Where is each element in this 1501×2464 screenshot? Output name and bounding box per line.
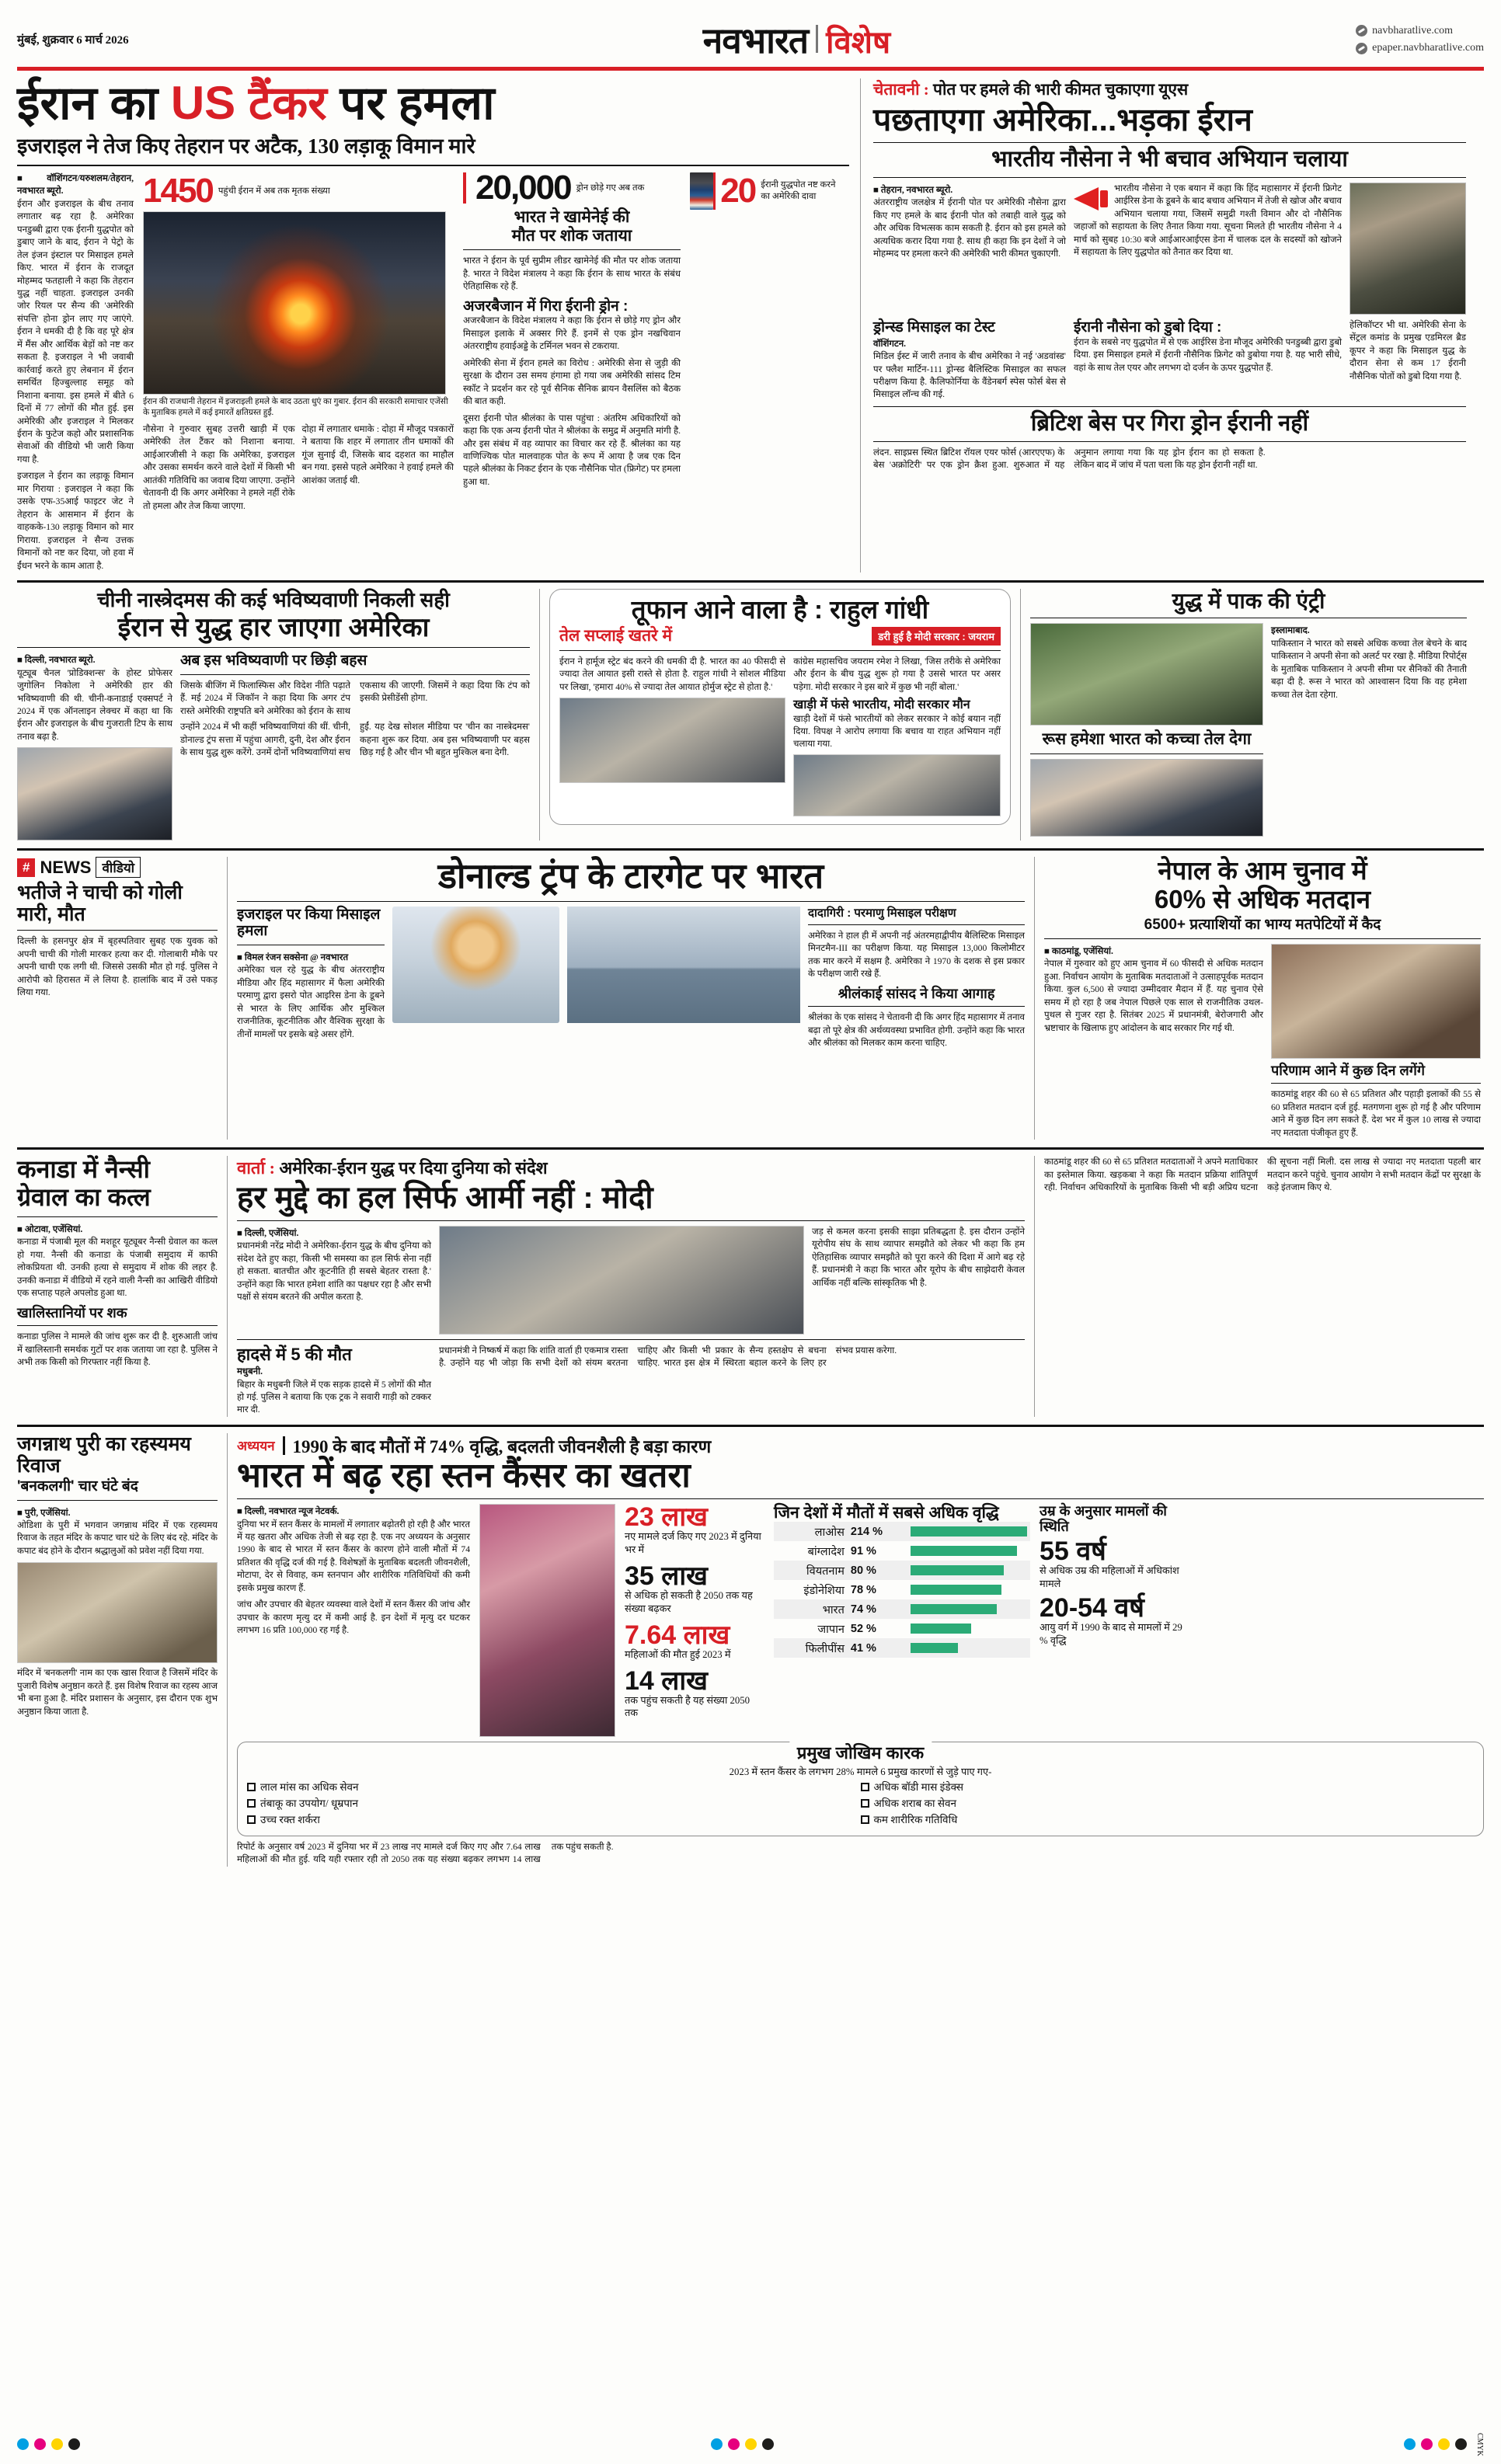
- chart-bar-cell: [907, 1561, 1030, 1580]
- warning-kicker: [873, 78, 1466, 100]
- cancer-story: [227, 1433, 1484, 1867]
- epaper-url: epaper.navbharatlive.com: [1372, 42, 1484, 54]
- modi-story: [227, 1156, 1035, 1417]
- hash-icon: #: [17, 858, 35, 877]
- chart-bar-cell: [907, 1522, 1030, 1541]
- cancer-age-box: [1040, 1504, 1183, 1737]
- modi-photo: [439, 1226, 804, 1335]
- storm-body: कांग्रेस महासचिव जयराम रमेश ने लिखा, 'जिस तरीके से अमेरिका और ईरान के बीच युद्ध शुरू हो गया है उससे भारत पर असर पड़ेगा. मोदी सरकार ने इस बारे में कुछ भी नहीं बोला.': [793, 656, 1001, 692]
- lead-photo-caption: ईरान की राजधानी तेहरान में इजराइली हमले के बाद उठता धुएं का गुबार. ईरान की सरकारी समाचार एजेंसी के मुताबिक हमले में कई इमारतें क्षतिग्रस्त हुईं.: [143, 398, 448, 418]
- lead-columns: [17, 168, 849, 572]
- risk-item: अधिक बॉडी मास इंडेक्स: [861, 1779, 1475, 1795]
- nepal-story: [1035, 857, 1481, 1140]
- stat-drones-label: ड्रोन छोड़े गए अब तक: [576, 183, 645, 193]
- news-label: NEWS: [40, 857, 92, 877]
- chart-bar: [911, 1585, 1001, 1595]
- stat-drones-value: 20,000: [475, 168, 571, 207]
- age-box-v2: 20-54 वर्ष: [1040, 1593, 1144, 1624]
- modi-extra: जड़ से कमल करना इसकी साझा प्रतिबद्धता है. इस दौरान उन्होंने यूरोपीय संघ के साथ व्यापार समझौते को लेकर भी कहा कि हम ऐतिहासिक व्यापार समझौते को पूरा करने की दिशा में आगे बढ़ रहे हैं. प्रधानमंत्री ने कहा कि भारत और यूरोप के बीच साझेदारी केवल आर्थिक नहीं बल्कि सांस्कृतिक भी है.: [812, 1227, 1025, 1288]
- lead-col-d: दूसरा ईरानी पोत श्रीलंका के पास पहुंचा : अंतरिम अधिकारियों को कहा कि एक अन्य ईरानी पोत ने श्रीलंका के समुद्र में अनुमति मांगी है. और इस संबंध में वह व्यापार का विचार कर रहे हैं. श्रीलंका का यह वाणिज्यिक पोत मालवाहक पोत के रूप में आया है जब एक दिन पहले श्रीलंका के निकट ईरान के एक नौसैनिक पोत (फ्रिगेट) पर हमला हुआ था.: [463, 412, 681, 487]
- lead-rule: [17, 165, 849, 166]
- cancer-stat-1-desc: से अधिक हो सकती है 2050 तक यह संख्या बढ़कर: [625, 1589, 753, 1614]
- globe-icon: [1356, 43, 1367, 54]
- cancer-stat-1-value: 35 लाख: [625, 1561, 708, 1591]
- lead-col-a: नौसेना ने गुरुवार सुबह उत्तरी खाड़ी में एक अमेरिकी तेल टैंकर को निशाना बनाया. आईआरजीसी ने कहा कि अमेरिका, इजराइल और उसका समर्थन करने वाले देशों में किसी भी आतंकी गतिविधि का जवाब दिया जाएगा. उन्होंने चेतावनी दी कि अगर अमेरिका ने हमले नहीं रोके तो हमला और तेज किया जाएगा.: [143, 423, 295, 511]
- nepal-extra-column: [1035, 1156, 1481, 1417]
- warning-kicker-red: चेतावनी :: [873, 80, 929, 99]
- cancer-body-3: जांच और उपचार की बेहतर व्यवस्था वाले देशों में स्तन कैंसर की जांच और उपचार के कारण मृत्यु दर में कमी आई है. इन देशों में मृत्यु दर घटकर लगभग 16 प्रति 100,000 रह गई है.: [237, 1599, 470, 1636]
- rahul-photo: [559, 698, 785, 783]
- lead-stats-2: [463, 168, 681, 207]
- missile-test-body: मिडिल ईस्ट में जारी तनाव के बीच अमेरिका ने नई 'अडवांस्ड' पर फ्लैश मार्टिन-111 ड्रोन्स्ड बैलिस्टिक मिसाइल का सफल परीक्षण किया है. कैलिफोर्निया के वैंडेनबर्ग स्पेस फोर्स बेस से मिसाइल लॉन्च की गई.: [873, 351, 1066, 400]
- chart-value: 74 %: [850, 1603, 876, 1616]
- risk-item: उच्च रक्त शर्करा: [247, 1811, 861, 1828]
- chart-category: फिलीपींस: [805, 1642, 845, 1655]
- checkbox-icon: [861, 1783, 869, 1791]
- masthead: [17, 0, 1484, 62]
- risk-intro: 2023 में स्तन कैंसर के लगभग 28% मामले 6 प्रमुख कारणों से जुड़े पाए गए-: [729, 1766, 992, 1778]
- drone-head: अजरबैजान में गिरा ईरानी ड्रोन :: [463, 298, 629, 315]
- canada-sub-body: कनाडा पुलिस ने मामले की जांच शुरू कर दी है. शुरुआती जांच में खालिस्तानी समर्थक गुटों पर शक जताया जा रहा है. पुलिस ने अभी तक किसी को गिरफ्तार नहीं किया है.: [17, 1331, 218, 1367]
- accident-body: बिहार के मधुबनी जिले में एक सड़क हादसे में 5 लोगों की मौत हो गई. पुलिस ने बताया कि एक ट्रक ने सवारी गाड़ी को टक्कर मार दी.: [237, 1379, 431, 1415]
- lead-col-right: [463, 168, 681, 572]
- masthead-title: नवभारत: [702, 20, 809, 61]
- chart-value: 78 %: [850, 1583, 876, 1596]
- minister-photo: [793, 754, 1001, 816]
- canada-headline-2: ग्रेवाल का कत्ल: [17, 1183, 151, 1212]
- cancer-dateline: ■ दिल्ली, नवभारत न्यूज नेटवर्क.: [237, 1506, 340, 1517]
- age-box-d1: से अधिक उम्र की महिलाओं में अधिकांश मामले: [1040, 1564, 1179, 1589]
- chart-value: 80 %: [850, 1564, 876, 1577]
- age-box-d2: आयु वर्ग में 1990 के बाद से मामलों में 29 % वृद्धि: [1040, 1622, 1182, 1647]
- masthead-logo: [703, 16, 890, 64]
- cancer-stats: [625, 1504, 764, 1737]
- lead-col-b: दोहा में लगातार धमाके : दोहा में मौजूद पत्रकारों ने बताया कि शहर में लगातार तीन धमाकों की गूंज सुनाई दी, जिसके बाद दहशत का माहौल बन गया. इससे पहले अमेरिका ने हवाई हमले की आशंका जताई थी.: [301, 423, 454, 485]
- chart-bar: [911, 1643, 958, 1653]
- warning-kicker-rest: पोत पर हमले की भारी कीमत चुकाएगा यूएस: [928, 80, 1189, 99]
- footer: [17, 2433, 1484, 2456]
- band-two: [17, 580, 1484, 840]
- website-url: navbharatlive.com: [1372, 24, 1453, 37]
- missile-test-dateline: वॉशिंगटन.: [873, 338, 907, 349]
- chart-value: 91 %: [850, 1544, 876, 1557]
- temple-dateline: ■ पुरी, एजेंसियां.: [17, 1507, 71, 1518]
- chart-row: [774, 1619, 1030, 1638]
- storm-badge: डरी हुई है मोदी सरकार : जयराम: [872, 627, 1001, 646]
- cmyk-mark: CMYK: [1475, 2432, 1484, 2456]
- video-label: वीडियो: [96, 857, 141, 878]
- lead-headline-highlight: US टैंकर: [170, 77, 327, 129]
- storm-headline: तूफान आने वाला है : राहुल गांधी: [631, 594, 929, 624]
- pak-headline: युद्ध में पाक की एंट्री: [1172, 588, 1325, 613]
- accident-dateline: मधुबनी.: [237, 1366, 263, 1377]
- cancer-text-col: [237, 1504, 470, 1737]
- nostradamus-story: [17, 589, 539, 840]
- storm-body-2: ईरान ने हार्मूज स्ट्रेट बंद करने की धमकी दी है. भारत का 40 फीसदी से ज्यादा तेल आयात इसी रास्ते से होता है. राहुल गांधी ने सोशल मीडिया पर लिखा, 'हमारा 40% से ज्यादा तेल आयात होर्मुज स्ट्रेट से होता है.': [559, 656, 786, 692]
- british-base-head: ब्रिटिश बेस पर गिरा ड्रोन ईरानी नहीं: [873, 406, 1466, 437]
- masthead-divider: [816, 25, 818, 53]
- risk-item: कम शारीरिक गतिविधि: [861, 1811, 1475, 1828]
- navy-headline: भारतीय नौसेना ने भी बचाव अभियान चलाया: [991, 147, 1348, 172]
- risk-title: प्रमुख जोखिम कारक: [789, 1741, 932, 1764]
- lead-headline-a: ईरान का: [17, 77, 171, 129]
- risk-items: [247, 1779, 1474, 1828]
- warning-body: अंतरराष्ट्रीय जलक्षेत्र में ईरानी पोत पर अमेरिकी नौसेना द्वारा किए गए हमले के बाद ईरानी पोत को तबाही वाले युद्ध को और अधिक विभत्सक काम सकती है. ईरान को इस हमले को अत्यधिक करार दिया गया है. साथ ही कहा कि इन देशों ने जो मोहम्मद पर हमला करने की अमेरिकी भारी कीमत चुकाएगी.: [873, 197, 1066, 259]
- trump-mid-body: अमेरिका ने हाल ही में अपनी नई अंतरमहाद्वीपीय बैलिस्टिक मिसाइल मिनटमैन-III का परीक्षण किया. यह मिसाइल 13,000 किलोमीटर तक मार करने में सक्षम है. अमेरिका ने 1970 के दशक से इस प्रकार के परीक्षण जारी रखे हैं.: [808, 930, 1025, 980]
- lead-band: [17, 78, 1484, 572]
- navy-subsection: [873, 319, 1466, 402]
- chart-bar-cell: [907, 1619, 1030, 1638]
- nostradamus-kicker: चीनी नास्त्रेदमस की कई भविष्यवाणी निकली सही: [97, 587, 450, 611]
- navy-portrait: [1350, 183, 1466, 315]
- stat-warships: [716, 171, 845, 210]
- band-four: [17, 1147, 1484, 1417]
- chart-bar: [911, 1624, 971, 1634]
- nepal-body: नेपाल में गुरुवार को हुए आम चुनाव में 60 फीसदी से अधिक मतदान हुआ. निर्वाचन आयोग के मुताबिक मतदाताओं ने उत्साहपूर्वक मतदान किया. कुल 6,500 से ज्यादा उम्मीदवार मैदान में हैं. यह चुनाव ऐसे समय में हो रहा है जब नेपाल पिछले एक साल से राजनीतिक उथल-पुथल से गुजर रहा है. सितंबर 2025 में प्रधानमंत्री, बेरोजगारी और भ्रष्टाचार के खिलाफ हुए आंदोलन के बाद सरकार गिर गई थी.: [1044, 959, 1263, 1033]
- cancer-kicker: 1990 के बाद मौतों में 74% वृद्धि, बदलती जीवनशैली है बड़ा कारण: [292, 1436, 712, 1456]
- chart-value: 52 %: [850, 1622, 876, 1635]
- pak-photo: [1030, 623, 1263, 726]
- chart-value: 214 %: [850, 1525, 883, 1538]
- lead-subhead: इजराइल ने तेज किए तेहरान पर अटैक, 130 लड़ाकू विमान मारे: [17, 134, 475, 158]
- warning-story: [860, 78, 1466, 572]
- pak-dateline: इस्लामाबाद.: [1271, 625, 1310, 636]
- risk-item: तंबाकू का उपयोग/ धूम्रपान: [247, 1795, 861, 1811]
- modi-headline: हर मुद्दे का हल सिर्फ आर्मी नहीं : मोदी: [237, 1181, 653, 1216]
- chart-category: लाओस: [814, 1526, 845, 1539]
- khamenei-head: भारत ने खामेनेई की मौत पर शोक जताया: [511, 208, 632, 245]
- lead-body-2: इजराइल ने ईरान का लड़ाकू विमान मार गिराया : इजराइल ने कहा कि उसके एफ-35आई फाइटर जेट ने तेहरान के आसमान में ईरान के वाहकके-130 लड़ाकू विमान को मार गिराया. इजराइल ने सैन्य उत्तक विमानों को नष्ट कर दिया, जो हवा में ईंधन भरने के काम आता है.: [17, 471, 134, 571]
- temple-headline: जगन्नाथ पुरी का रहस्यमय रिवाज: [17, 1432, 191, 1477]
- chart-bar: [911, 1546, 1017, 1556]
- pak-story: [1021, 589, 1467, 840]
- chart-row: [774, 1580, 1030, 1599]
- crime-headline: भतीजे ने चाची को गोली मारी, मौत: [17, 882, 183, 926]
- chart-category: बांग्लादेश: [807, 1545, 845, 1558]
- missile-test-head: ड्रोन्स्ड मिसाइल का टेस्ट: [873, 318, 995, 336]
- checkbox-icon: [861, 1815, 869, 1824]
- crime-body: दिल्ली के हसनपुर क्षेत्र में बृहस्पतिवार सुबह एक युवक को अपनी चाची की गोली मारकर हत्या कर दी. गोलाबारी मौके पर अपनी चाची एक लगी थी. जिससे उसकी मौत हो गई. पुलिस ने आरोपी को हिरासत में ले लिया है. हालांकि बाद में उसे पकड़ लिया गया.: [17, 936, 218, 998]
- canada-sub-head: खालिस्तानियों पर शक: [17, 1304, 127, 1321]
- lead-headline: [17, 78, 849, 128]
- stat-deaths-label: पहुंची ईरान में अब तक मृतक संख्या: [218, 186, 330, 196]
- lead-figure: [143, 172, 454, 572]
- navy-extra: हेलिकॉप्टर भी था. अमेरिकी सेना के सेंट्रल कमांड के प्रमुख एडमिरल ब्रैड कूपर ने कहा कि मिसाइल युद्ध के दौरान सेना से कम 17 ईरानी नौसैनिक पोतों को डुबो दिया गया है.: [1350, 319, 1466, 381]
- lead-stats-3: [690, 172, 845, 210]
- khadi-body: खाड़ी देशों में फंसे भारतीयों को लेकर सरकार ने कोई बयान नहीं दिया. विपक्ष ने आरोप लगाया कि बचाव या राहत अभियान नहीं चलाया गया.: [793, 713, 1001, 750]
- temple-body-2: मंदिर में 'बनकलगी' नाम का एक खास रिवाज है जिसमें मंदिर के पुजारी विशेष अनुष्ठान करते हैं. इस विशेष रिवाज का रहस्य आज भी बना हुआ है. मंदिर प्रशासन के अनुसार, इस दौरान एक शुभ अनुष्ठान किया जाता है.: [17, 1668, 218, 1717]
- age-box-v1: 55 वर्ष: [1040, 1536, 1106, 1566]
- band-three: [17, 848, 1484, 1140]
- color-dots-left: [17, 2438, 80, 2450]
- canada-dateline: ■ ओटावा, एजेंसियां.: [17, 1223, 83, 1234]
- checkbox-icon: [247, 1799, 256, 1808]
- cancer-stat-0-value: 23 लाख: [625, 1502, 708, 1533]
- risk-item: लाल मांस का अधिक सेवन: [247, 1779, 861, 1795]
- epaper-link[interactable]: [1356, 40, 1484, 57]
- trump-illustration: [392, 907, 559, 1023]
- chart-value: 41 %: [850, 1641, 876, 1655]
- cancer-body-2: रिपोर्ट के अनुसार वर्ष 2023 में दुनिया भर में 23 लाख नए मामले दर्ज किए गए और 7.64 लाख महिलाओं की मौत हुई. यदि यही रफ्तार रही तो 2050 तक यह संख्या बढ़कर लगभग 14 लाख तक पहुंच सकती है.: [237, 1841, 614, 1865]
- khamenei-body: भारत ने ईरान के पूर्व सुप्रीम लीडर खामेनेई की मौत पर शोक जताया है. भारत ने विदेश मंत्रालय ने कहा कि ईरान के साथ भारत के संबंध ऐतिहासिक रहे हैं.: [463, 256, 681, 292]
- chart-row: [774, 1638, 1030, 1658]
- nostradamus-sub-body: जिसके बीजिंग में फिलास्फिस और विदेश नीति पढ़ाते हैं. मई 2024 में जिकॉन ने कहा दिया कि अगर टंप रास्ते अमेरिकी राष्ट्रपति बने अमेरिका को ईरान के साथ एकसाथ की जाएगी. जिसमें ने कहा दिया कि टंप को इसकी प्रेसीडेंसी होगा.: [180, 680, 530, 716]
- checkbox-icon: [247, 1783, 256, 1791]
- trump-left-head: इजराइल पर किया मिसाइल हमला: [237, 906, 381, 940]
- date-line: मुंबई, शुक्रवार 6 मार्च 2026: [17, 34, 129, 47]
- british-base-body: लंदन. साइप्रस स्थित ब्रिटिश रॉयल एयर फोर्स (आरएएफ) के बेस 'अक्रोटिरी' पर एक ड्रोन क्रैश हुआ. शुरुआत में यह अनुमान लगाया गया कि यह ड्रोन ईरान का हो सकता है. लेकिन बाद में जांच में पता चला कि यह ड्रोन ईरानी नहीं था.: [873, 447, 1266, 471]
- chart-bar-cell: [907, 1541, 1030, 1561]
- chart-row: [774, 1541, 1030, 1561]
- modi-continued: प्रधानमंत्री ने निष्कर्ष में कहा कि शांति वार्ता ही एकमात्र रास्ता है. उन्होंने यह भी जोड़ा कि सभी देशों को संयम बरतना चाहिए और किसी भी प्रकार के सैन्य हस्तक्षेप से बचना चाहिए. भारत इस क्षेत्र में स्थिरता बहाल करने के लिए हर संभव प्रयास करेगा.: [439, 1345, 897, 1369]
- band-five: [17, 1425, 1484, 1867]
- nepal-photo: [1271, 944, 1481, 1059]
- russia-photo: [1030, 759, 1263, 837]
- crime-story: [17, 857, 227, 1140]
- trump-left-body: अमेरिका चल रहे युद्ध के बीच अंतरराष्ट्रीय मीडिया और हिंद महासागर में फैला अमेरिकी परमाणु द्वारा इसरो पोत आइरिस डेना के डूबने से भारत के लिए आर्थिक और मुश्किल राजनीतिक, कूटनीतिक और वैश्विक सुरक्षा के तीनों मामलों पर इसके बड़े असर होंगे.: [237, 965, 385, 1039]
- nostradamus-body: यूट्यूब चैनल 'प्रोडिक्शन्स' के होस्ट प्रोफेसर जुगोलिन निकोला ने अमेरिकी हार की भविष्यवाणी की थी. चीनी-कनाडाई एक्सपर्ट ने 2024 में एक ऑनलाइन लेक्चर में कहा था कि ईरान और इजराइल के बीच गुजराती टिप के साथ तनाव बढ़ा है.: [17, 667, 172, 742]
- khadi-head: खाड़ी में फंसे भारतीय, मोदी सरकार मौन: [793, 698, 970, 712]
- checkbox-icon: [247, 1815, 256, 1824]
- nepal-headline-2: 60% से अधिक मतदान: [1154, 885, 1371, 914]
- navy-block: [873, 183, 1466, 315]
- lead-stats: [143, 171, 454, 210]
- cancer-stat-2-value: 7.64 लाख: [625, 1620, 730, 1650]
- modi-kicker: [237, 1156, 1025, 1179]
- cancer-photo-col: [479, 1504, 615, 1737]
- lead-dateline: ■ वॉशिंगटन/यरुशलम/तेहरान, नवभारत ब्यूरो.: [17, 172, 134, 197]
- navy-sub1-body: ईरान के सबसे नए युद्धपोत में से एक आईरिस डेना मौजूद अमेरिकी पनडुब्बी द्वारा डुबो दिया. इस मिसाइल हमले में ईरानी नौसैनिक फ्रिगेट को डुबोया गया है. यह भारी सीधे, वहां के साथ तेल एयर और लगभग दो दर्जन के ऊपर युद्धपोत हैं.: [1073, 336, 1342, 373]
- trump-mid-kicker: दादागिरी : परमाणु मिसाइल परीक्षण: [808, 906, 956, 920]
- lead-story: [17, 78, 860, 572]
- chart-category: वियतनाम: [806, 1564, 845, 1578]
- temple-photo: [17, 1562, 218, 1663]
- srilanka-head: श्रीलंकाई सांसद ने किया आगाह: [838, 985, 995, 1001]
- masthead-rule: [17, 67, 1484, 71]
- stat-drones: [466, 168, 653, 207]
- canada-headline-1: कनाडा में नैन्सी: [17, 1155, 150, 1184]
- risk-factor-box: [237, 1742, 1484, 1836]
- cancer-stat-3-desc: तक पहुंच सकती है यह संख्या 2050 तक: [625, 1694, 750, 1719]
- lead-headline-b: पर हमला: [326, 77, 495, 129]
- color-dots-right: [1404, 2433, 1484, 2456]
- color-dots-mid: [711, 2438, 774, 2450]
- trump-story: [227, 857, 1035, 1140]
- nepal-result-head: परिणाम आने में कुछ दिन लगेंगे: [1271, 1062, 1425, 1078]
- cancer-body: दुनिया भर में स्तन कैंसर के मामलों में लगातार बढ़ोतरी हो रही है और भारत में यह खतरा और अधिक तेजी से बढ़ रहा है. एक नए अध्ययन के अनुसार 1990 के बाद से भारत में स्तन कैंसर के कारण होने वाली मौतों में 74 प्रतिशत की वृद्धि दर्ज की गई है. विशेषज्ञों के मुताबिक बदलती जीवनशैली, मोटापा, देर से विवाह, कम स्तनपान और शारीरिक गतिविधियों की कमी इसके प्रमुख कारण हैं.: [237, 1519, 470, 1593]
- storm-subhead: तेल सप्लाई खतरे में: [559, 626, 673, 645]
- lead-photo: [143, 211, 446, 395]
- nostradamus-photo: [17, 747, 172, 840]
- chart-bar-cell: [907, 1580, 1030, 1599]
- chart-bar: [911, 1604, 997, 1614]
- chart-category: भारत: [822, 1603, 845, 1617]
- age-box-title: उम्र के अनुसार मामलों की स्थिति: [1040, 1503, 1167, 1534]
- warning-headline: पछताएगा अमेरिका...भड़का ईरान: [873, 102, 1252, 137]
- modi-body: प्रधानमंत्री नरेंद्र मोदी ने अमेरिका-ईरान युद्ध के बीच दुनिया को संदेश देते हुए कहा, 'किसी भी समस्या का हल सिर्फ सेना नहीं हो सकता. बातचीत और कूटनीति ही सबसे बेहतर रास्ता है.' उन्होंने कहा कि भारत हमेशा शांति का पक्षधर रहा है और सभी पक्षों से संयम बरतने की अपील करता है.: [237, 1241, 431, 1303]
- cancer-stat-2-desc: महिलाओं की मौत हुई 2023 में: [625, 1648, 731, 1660]
- chart-row: [774, 1599, 1030, 1619]
- accident-head: हादसे में 5 की मौत: [237, 1345, 352, 1364]
- chart-bar-cell: [907, 1638, 1030, 1658]
- nepal-subhead: 6500+ प्रत्याशियों का भाग्य मतपेटियों में कैद: [1144, 917, 1381, 934]
- trump-left-dateline: ■ विमल रंजन सक्सेना @ नवभारत: [237, 952, 349, 963]
- globe-icon: [1356, 25, 1367, 37]
- website-link[interactable]: [1356, 23, 1484, 40]
- canada-story: [17, 1156, 227, 1417]
- drone-body: अजरबैजान के विदेश मंत्रालय ने कहा कि ईरान से छोड़े गए ड्रोन और मिसाइल इलाके में अक्सर गिरे हैं. इनमें से एक ड्रोन नखचिवान अंतरराष्ट्रीय हवाईअड्डे के टर्मिनल भवन से टकराया.: [463, 315, 681, 352]
- lead-col-text: [17, 172, 134, 572]
- navy-sub1-head: ईरानी नौसेना को डुबो दिया :: [1073, 318, 1222, 336]
- cancer-chart: [774, 1504, 1030, 1737]
- chart-row: [774, 1522, 1030, 1541]
- temple-subhead: 'बनकलगी' चार घंटे बंद: [17, 1477, 138, 1495]
- trump-headline: डोनाल्ड ट्रंप के टारगेट पर भारत: [437, 856, 824, 896]
- nepal-dateline: ■ काठमांडू, एजेंसियां.: [1044, 945, 1113, 956]
- nostradamus-headline: ईरान से युद्ध हार जाएगा अमेरिका: [117, 613, 430, 643]
- masthead-links: [1356, 23, 1484, 57]
- cancer-stat-3-value: 14 लाख: [625, 1665, 708, 1696]
- pak-subhead: रूस हमेशा भारत को कच्चा तेल देगा: [1042, 730, 1252, 749]
- temple-story: [17, 1433, 227, 1867]
- modi-kicker-rest: अमेरिका-ईरान युद्ध पर दिया दुनिया को संदेश: [275, 1158, 548, 1178]
- chart-bar: [911, 1565, 1004, 1575]
- news-video-tag[interactable]: [17, 857, 141, 878]
- canada-body: कनाडा में पंजाबी मूल की मशहूर यूट्यूबर नैन्सी ग्रेवाल का कत्ल हो गया. नैन्सी की कनाडा के पंजाबी समुदाय में काफी लोकप्रियता थी. उनकी हत्या से समुदाय में शोक की लहर है. उनकी कनाडा में वीडियो में रहने वाली नैन्सी का आखिरी वीडियो एक सप्ताह पहले अपलोड हुआ था.: [17, 1237, 218, 1299]
- risk-item: अधिक शराब का सेवन: [861, 1795, 1475, 1811]
- study-tag: अध्ययन: [237, 1439, 275, 1454]
- warning-dateline: ■ तेहरान, नवभारत ब्यूरो.: [873, 184, 953, 195]
- stat-deaths-value: 1450: [143, 171, 213, 210]
- cancer-stat-0-desc: नए मामले दर्ज किए गए 2023 में दुनिया भर में: [625, 1531, 761, 1555]
- chart-row: [774, 1561, 1030, 1580]
- cancer-photo: [479, 1504, 615, 1737]
- megaphone-icon: [1074, 186, 1108, 212]
- nepal-extra-text: काठमांडू शहर की 60 से 65 प्रतिशत मतदाताओं ने अपने मताधिकार का इस्तेमाल किया. खड़कबा ने कहा कि मतदान प्रक्रिया शांतिपूर्ण रही. निर्वाचन अधिकारियों के मुताबिक किसी भी बड़ी अप्रिय घटना की सूचना नहीं मिली. दस लाख से ज्यादा नए मतदाता पहली बार मतदान करने पहुंचे. चुनाव आयोग ने सभी मतदान केंद्रों पर सुरक्षा के कड़े इंतजाम किए थे.: [1044, 1157, 1481, 1193]
- warship-illustration: [567, 907, 800, 1023]
- chart-table: [774, 1522, 1030, 1658]
- nostradamus-extra: उन्होंने 2024 में भी कहीं भविष्यवाणियां की थीं. चीनी, डोनाल्ड ट्रंप सत्ता में पहुंचा आगरी, दुनी, देश और ईरान के साथ युद्ध शुरू करेंगे. उनमें दोनों भविष्यवाणियां सच हुईं. यह देख सोशल मीडिया पर 'चीन का नास्त्रेदमस' कहना शुरू कर दिया. अब इस भविष्यवाणी पर बहस छिड़ गई है और चीन भी बहुत मुश्किल बना देगी.: [180, 722, 530, 758]
- checkbox-icon: [861, 1799, 869, 1808]
- chart-title: जिन देशों में मौतों में सबसे अधिक वृद्धि: [774, 1504, 999, 1523]
- nepal-result-body: काठमांडू शहर की 60 से 65 प्रतिशत और पहाड़ी इलाकों की 55 से 60 प्रतिशत मतदान दर्ज हुई. मतगणना शुरू हो गई है और परिणाम आने में कुछ दिन लग सकते हैं. देश भर में कुल 10 लाख से ज्यादा नए मतदाता पंजीकृत हुए हैं.: [1271, 1089, 1481, 1138]
- nostradamus-sub-head: अब इस भविष्यवाणी पर छिड़ी बहस: [180, 653, 367, 670]
- cancer-headline: भारत में बढ़ रहा स्तन कैंसर का खतरा: [237, 1456, 691, 1495]
- masthead-subtitle: विशेष: [826, 26, 891, 60]
- pak-body: पाकिस्तान ने भारत को सबसे अधिक कच्चा तेल बेचने के बाद पाकिस्तान ने अपनी सेना को अलर्ट पर रखा है. मीडिया रिपोर्ट्स के मुताबिक पाकिस्तान ने अपनी सीमा पर सैनिकों की तैनाती बढ़ा दी है. रूस ने भारत को आश्वासन दिया कि वह हमेशा कच्चा तेल देता रहेगा.: [1271, 638, 1467, 700]
- stat-warships-value: 20: [720, 171, 756, 210]
- lead-col-c: अमेरिकी सेना में ईरान हमले का विरोध : अमेरिकी सेना से जुड़ी की सुरक्षा के दौरान उस समय हंगामा हो गया जब अमेरिकी सांसद टिम स्कॉट ने प्रदर्शन कर रहे पूर्व सैनिक सैनिक ब्रायन वैसलिंस को बैठक की बात कही.: [463, 357, 681, 407]
- chart-category: जापान: [817, 1623, 845, 1636]
- nepal-headline-1: नेपाल के आम चुनाव में: [1158, 856, 1367, 886]
- navy-body: भारतीय नौसेना ने एक बयान में कहा कि हिंद महासागर में ईरानी फ्रिगेट आईरिस डेना के डूबने के बाद बचाव अभियान में तेजी से खोज और बचाव अभियान चलाया गया, जिसमें समुद्री गश्ती विमान और दो नौसैनिक जहाजों को सहायता के लिए तैनात किया गया. सूचना मिलते ही भारतीय नौसेना ने 4 मार्च को सुबह 10:30 बजे आईआरआईएस डेना में चालक दल के सदस्यों को खोजने में सहायता के लिए युद्धपोत को तैनात कर दिया था.: [1073, 183, 1342, 258]
- temple-body: ओडिशा के पुरी में भगवान जगन्नाथ मंदिर में एक रहस्यमय रिवाज के तहत मंदिर के कपाट चार घंटे के लिए बंद रहे. मंदिर के कपाट बंद होने के दौरान श्रद्धालुओं को प्रवेश नहीं दिया गया.: [17, 1520, 218, 1556]
- lead-col-far: [690, 172, 845, 572]
- lead-body-1: ईरान और इजराइल के बीच तनाव लगातार बढ़ रहा है. अमेरिका पनडुब्बी द्वारा एक ईरानी युद्धपोत को डुबाए जाने के बाद, ईरान ने पेट्रो के तेल इंजन इंस्टाल पर मिसाइल हमले किए. भारत में ईरान के राजदूत मोहम्मद फतहाली ने कहा कि तेहरान युद्ध नहीं चाहता. इजराइल उनकी जोर रियल पर सैन्य की 'अमेरिकी संपत्ति' होना ड्रोन लाए गए जाएंगे. ईरान ने धमकी दी है कि वह पूरे क्षेत्र में मैंस और आर्थिक बेड़ों को नष्ट कर सकता है. इजराइल ने भी जवाबी कार्रवाई करते हुए लेबनान में ईरान समर्थित हिज्बुल्लाह समूह को निशाना बनाया. इस हमले में बीते 6 दिनों में 77 लोगों की मौत हुई. इस अमेरिकी और इजराइल ने मिलकर ईरान के फुटेज कहो और प्रशासनिक सेवाओं की वीडियो भी जारी किया गया है.: [17, 198, 134, 465]
- chart-category: इंडोनेशिया: [803, 1584, 845, 1597]
- srilanka-body: श्रीलंका के एक सांसद ने चेतावनी दी कि अगर हिंद महासागर में तनाव बढ़ा तो पूरे क्षेत्र की अर्थव्यवस्था प्रभावित होगी. उन्होंने कहा कि भारत और श्रीलंका को मिलकर काम करना चाहिए.: [808, 1012, 1025, 1049]
- storm-story: [539, 589, 1021, 840]
- chart-bar: [911, 1526, 1027, 1537]
- nostradamus-dateline: ■ दिल्ली, नवभारत ब्यूरो.: [17, 655, 96, 666]
- stat-deaths: [143, 171, 340, 210]
- ship-thumbnail: [690, 172, 713, 210]
- stat-warships-label: ईरानी युद्धपोत नष्ट करने का अमेरिकी दावा: [761, 180, 836, 201]
- modi-dateline: ■ दिल्ली, एजेंसियां.: [237, 1228, 299, 1238]
- chart-bar-cell: [907, 1599, 1030, 1619]
- modi-kicker-red: वार्ता :: [237, 1158, 275, 1178]
